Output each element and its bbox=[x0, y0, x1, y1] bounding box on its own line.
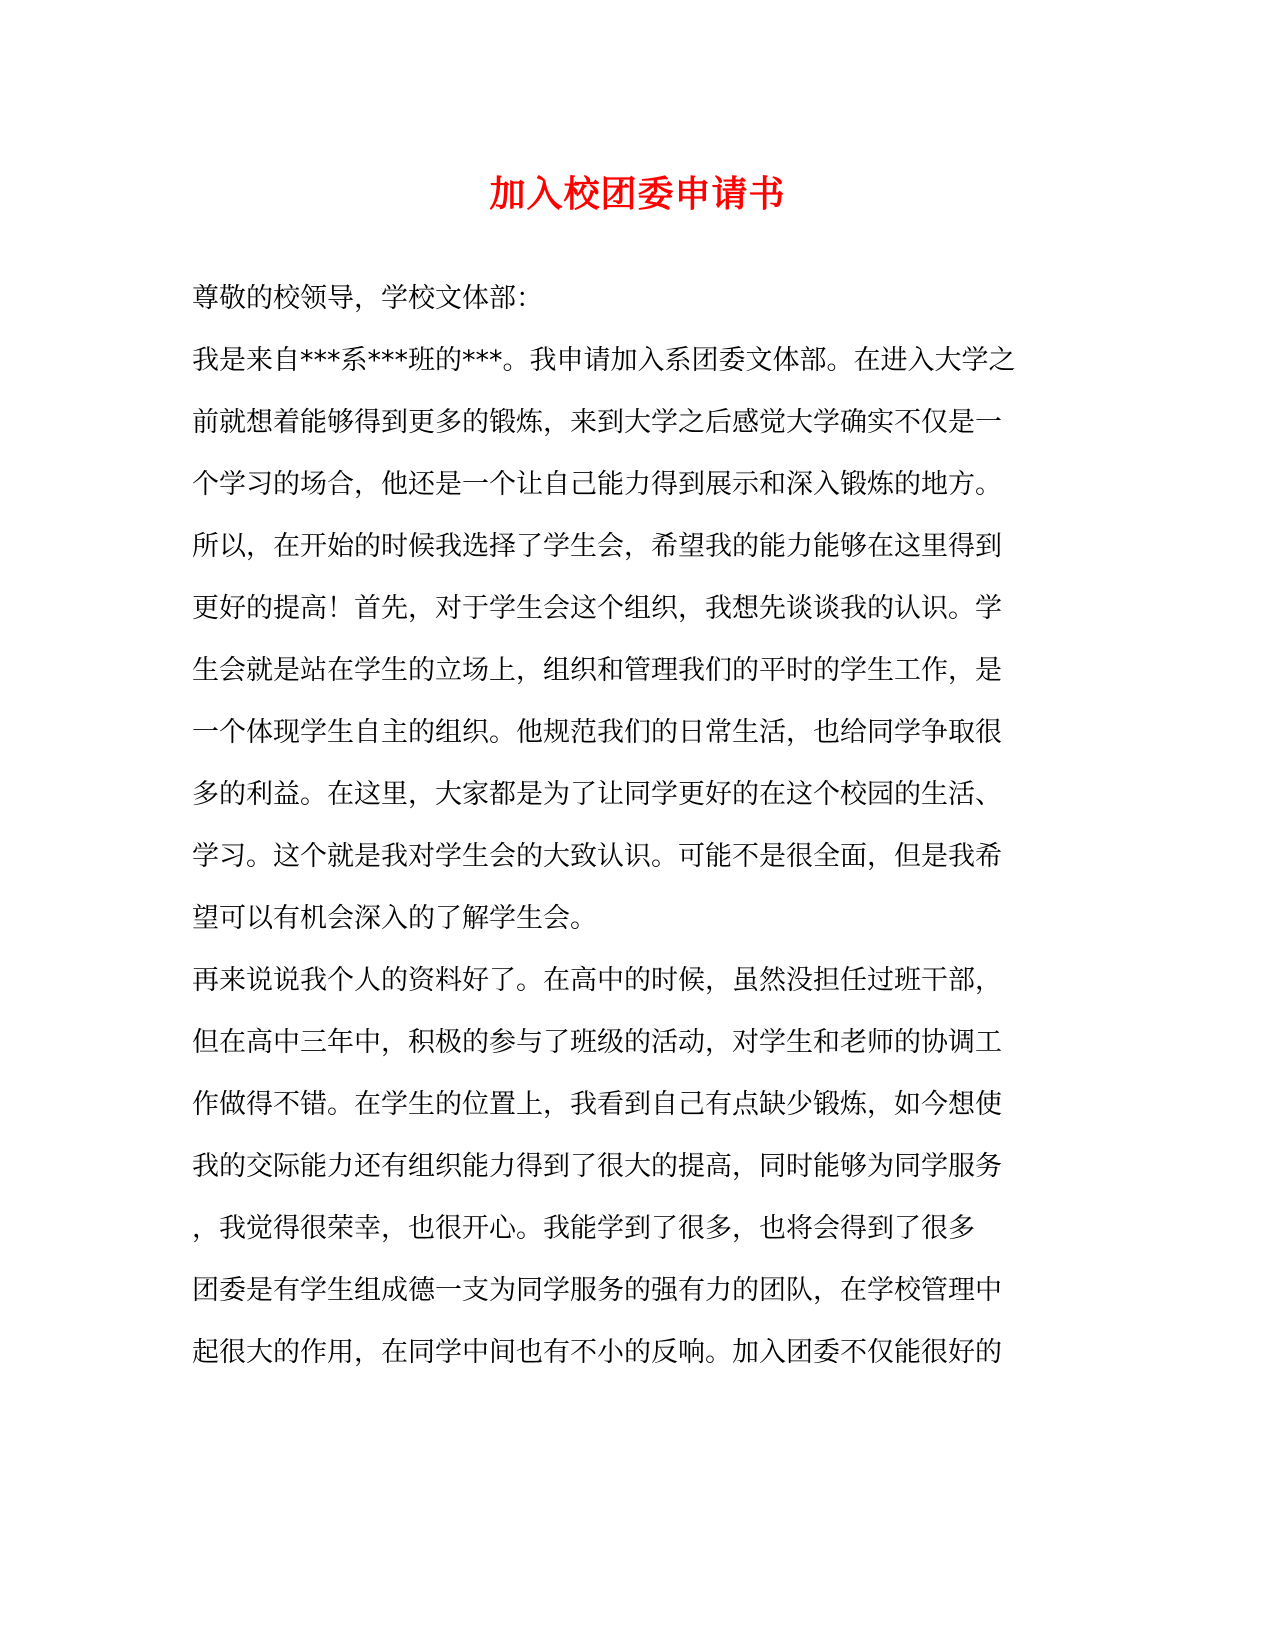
body-line: 作做得不错。在学生的位置上，我看到自己有点缺少锻炼，如今想使 bbox=[192, 1089, 1002, 1120]
body-line: 但在高中三年中，积极的参与了班级的活动，对学生和老师的协调工 bbox=[192, 1027, 1002, 1058]
document-title: 加入校团委申请书 bbox=[489, 173, 786, 215]
body-line: 更好的提高！首先，对于学生会这个组织，我想先谈谈我的认识。学 bbox=[192, 593, 1002, 624]
body-line: 团委是有学生组成德一支为同学服务的强有力的团队，在学校管理中 bbox=[192, 1275, 1002, 1306]
body-line: 尊敬的校领导，学校文体部： bbox=[192, 283, 543, 314]
body-line: 再来说说我个人的资料好了。在高中的时候，虽然没担任过班干部， bbox=[192, 965, 1002, 996]
body-line: 望可以有机会深入的了解学生会。 bbox=[192, 903, 597, 934]
body-line: ，我觉得很荣幸，也很开心。我能学到了很多，也将会得到了很多 bbox=[192, 1213, 975, 1244]
body-line: 个学习的场合，他还是一个让自己能力得到展示和深入锻炼的地方。 bbox=[192, 469, 1002, 500]
body-line: 生会就是站在学生的立场上，组织和管理我们的平时的学生工作，是 bbox=[192, 655, 1002, 686]
body-line: 我的交际能力还有组织能力得到了很大的提高，同时能够为同学服务 bbox=[192, 1151, 1002, 1182]
body-line: 多的利益。在这里，大家都是为了让同学更好的在这个校园的生活、 bbox=[192, 779, 1002, 810]
body-line: 起很大的作用，在同学中间也有不小的反响。加入团委不仅能很好的 bbox=[192, 1337, 1002, 1368]
body-line: 我是来自***系***班的***。我申请加入系团委文体部。在进入大学之 bbox=[192, 345, 1016, 376]
body-line: 所以，在开始的时候我选择了学生会，希望我的能力能够在这里得到 bbox=[192, 531, 1002, 562]
body-line: 一个体现学生自主的组织。他规范我们的日常生活，也给同学争取很 bbox=[192, 717, 1002, 748]
body-line: 学习。这个就是我对学生会的大致认识。可能不是很全面，但是我希 bbox=[192, 841, 1002, 872]
body-line: 前就想着能够得到更多的锻炼，来到大学之后感觉大学确实不仅是一 bbox=[192, 407, 1002, 438]
